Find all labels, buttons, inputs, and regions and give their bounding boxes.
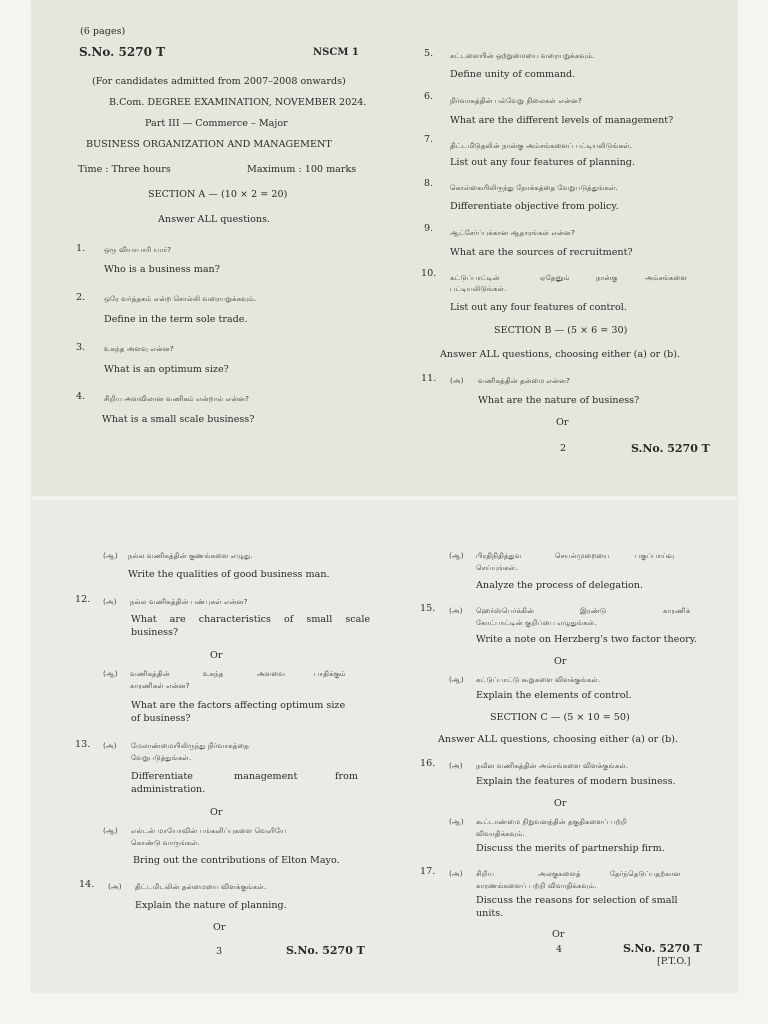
q13b-tamil-2: கொண்டு வாருங்கள். — [131, 838, 200, 847]
q1-number: 1. — [76, 243, 86, 254]
q14b-tamil-4: செய்யுங்கள். — [476, 563, 518, 572]
q17-tamil-2: அலகுகளைத் — [538, 869, 581, 878]
q11b-english: Write the qualities of good business man. — [128, 569, 330, 580]
q10-tamil-2: ஏதேனும் — [540, 273, 570, 282]
subject-title: BUSINESS ORGANIZATION AND MANAGEMENT — [86, 139, 332, 150]
q15-english: Write a note on Herzberg's two factor theory. — [476, 634, 697, 645]
q14b-tamil-3: பகுப்பாய்வு — [635, 551, 675, 560]
q11-english: What are the nature of business? — [478, 395, 640, 406]
q6-english: What are the different levels of management? — [450, 115, 674, 126]
q12b-tamil-2: உகந்த — [203, 669, 224, 678]
q17-english-1: Discuss the reasons for selection of small — [476, 895, 678, 906]
q7-english: List out any four features of planning. — [450, 157, 635, 168]
q10-tamil-4: அம்சங்களை — [645, 273, 687, 282]
exam-title: B.Com. DEGREE EXAMINATION, NOVEMBER 2024. — [109, 97, 367, 108]
q7-number: 7. — [424, 134, 434, 145]
q12b-tamil-4: பாதிக்கும் — [314, 669, 346, 678]
q12b-english-2: of business? — [131, 713, 191, 724]
q13b-label: (ஆ) — [103, 826, 118, 835]
footer-serial-2: S.No. 5270 T — [631, 442, 710, 455]
q10-tamil-3: நான்கு — [596, 273, 618, 282]
q11b-tamil: நல்ல வணிகத்தின் குணங்களை எழுது. — [128, 551, 253, 560]
q5-tamil: கட்டளையின் ஒற்றுமையை வரையறுக்கவும். — [450, 51, 595, 60]
q15-number: 15. — [420, 603, 436, 614]
q14b-tamil-2: செயல்முறையை — [555, 551, 610, 560]
serial-number: S.No. 5270 T — [79, 45, 166, 59]
q15b-label: (ஆ) — [449, 675, 464, 684]
q11-tamil: வணிகத்தின் தன்மை என்ன? — [478, 376, 570, 385]
page-number-3: 3 — [216, 946, 223, 957]
q15-tamil-3: காரணிக் — [663, 606, 691, 615]
or-q12: Or — [210, 650, 223, 661]
section-a-heading: SECTION A — (10 × 2 = 20) — [148, 189, 288, 200]
q15b-english: Explain the elements of control. — [476, 690, 632, 701]
q1-tamil: ஒரு வியாபாரி யார்? — [104, 245, 172, 254]
candidates-note: (For candidates admitted from 2007–2008 onwards) — [92, 76, 346, 87]
q14-a-label: (அ) — [108, 882, 122, 891]
q12b-tamil-5: காரணிகள் என்ன? — [130, 681, 190, 690]
footer-serial-3: S.No. 5270 T — [286, 944, 365, 957]
q15b-tamil: கட்டுப்பாட்டு கூறுகளை விளக்குங்கள். — [476, 675, 601, 684]
q12-english-1: What are characteristics of small scale — [131, 614, 371, 625]
or-q14: Or — [213, 922, 226, 933]
pto-label: [P.T.O.] — [657, 956, 691, 967]
q11b-label: (ஆ) — [103, 551, 118, 560]
q12-tamil: நல்ல வணிகத்தின் பண்புகள் என்ன? — [130, 597, 248, 606]
page-number-2: 2 — [560, 443, 567, 454]
section-b-heading: SECTION B — (5 × 6 = 30) — [494, 325, 628, 336]
q16-english: Explain the features of modern business. — [476, 776, 676, 787]
q15-a-label: (அ) — [449, 606, 463, 615]
q17-tamil-4: காரணங்களைப் பற்றி விவாதிக்கவும். — [476, 881, 597, 890]
q12-a-label: (அ) — [103, 597, 117, 606]
q8-number: 8. — [424, 178, 434, 189]
q17-tamil-3: தேர்ந்தெடுப்பதற்கான — [610, 869, 681, 878]
or-q16: Or — [554, 798, 567, 809]
q16-tamil: நவீன வணிகத்தின் அம்சங்களை விளக்குங்கள். — [476, 761, 629, 770]
q13-english-4: administration. — [131, 784, 206, 795]
q10-tamil-1: கட்டுப்பாட்டின் — [450, 273, 500, 282]
q8-english: Differentiate objective from policy. — [450, 201, 619, 212]
section-c-heading: SECTION C — (5 × 10 = 50) — [490, 712, 630, 723]
q5-number: 5. — [424, 48, 434, 59]
q2-tamil: ஒரே வர்த்தகம் என்ற சொல்லி வரையறுக்கவும். — [104, 294, 257, 303]
q6-number: 6. — [424, 91, 434, 102]
q6-tamil: நிர்வாகத்தின் பல்வேறு நிலைகள் என்ன? — [450, 96, 582, 105]
q11-number: 11. — [421, 373, 437, 384]
q10-tamil-5: பட்டியலிடுங்கள். — [450, 284, 507, 293]
q12b-label: (ஆ) — [103, 669, 118, 678]
answer-either-c: Answer ALL questions, choosing either (a) or (b). — [438, 734, 678, 745]
part-label: Part III — Commerce – Major — [145, 118, 288, 129]
q17-english-2: units. — [476, 908, 504, 919]
q16b-label: (ஆ) — [449, 817, 464, 826]
q14-number: 14. — [79, 879, 95, 890]
time-label: Time : Three hours — [78, 164, 171, 175]
q12-english-2: business? — [131, 627, 179, 638]
or-q15: Or — [554, 656, 567, 667]
q14b-tamil-1: பிரதிநிதித்துவ — [476, 551, 522, 560]
q13b-english: Bring out the contributions of Elton Mayo. — [133, 855, 340, 866]
q13-english-1: Differentiate — [131, 771, 193, 782]
q4-number: 4. — [76, 391, 86, 402]
or-q17: Or — [552, 929, 565, 940]
q16-number: 16. — [420, 758, 436, 769]
q15-tamil-2: இரண்டு — [580, 606, 607, 615]
q9-number: 9. — [424, 223, 434, 234]
q17-number: 17. — [420, 866, 436, 877]
subject-code: NSCM 1 — [313, 47, 359, 58]
q14b-label: (ஆ) — [449, 551, 464, 560]
q1-english: Who is a business man? — [104, 264, 220, 275]
q4-english: What is a small scale business? — [102, 414, 255, 425]
q15-tamil-1: ஹெர்ஸ்பெர்க்கின் — [476, 606, 535, 615]
q13b-tamil-1: எல்டன் மாயோவின் பங்களிப்புகளை வெளியே — [131, 826, 287, 835]
q13-tamil-2: வேறுபடுத்துங்கள். — [131, 753, 192, 762]
q17-tamil-1: சிறிய — [476, 869, 494, 878]
q16-a-label: (அ) — [449, 761, 463, 770]
q9-tamil: ஆட்சேர்ப்புக்கான ஆதாரங்கள் என்ன? — [450, 228, 575, 237]
q3-number: 3. — [76, 342, 86, 353]
footer-serial-4: S.No. 5270 T — [623, 942, 702, 955]
q13-english-3: from — [335, 771, 359, 782]
pages-count: (6 pages) — [80, 26, 126, 37]
q14-tamil: திட்டமிடலின் தன்மையை விளக்குங்கள். — [135, 882, 267, 891]
answer-all: Answer ALL questions. — [158, 214, 271, 225]
q14b-english: Analyze the process of delegation. — [476, 580, 644, 591]
q7-tamil: திட்டமிடுதலின் நான்கு அம்சங்களைப் பட்டியலிடுங்கள். — [450, 141, 632, 150]
q9-english: What are the sources of recruitment? — [450, 247, 633, 258]
q8-tamil: கொள்கையிலிருந்து நோக்கத்தை வேறுபடுத்துங்கள். — [450, 183, 618, 192]
q13-english-2: management — [234, 771, 298, 782]
q2-number: 2. — [76, 292, 86, 303]
page-number-4: 4 — [556, 944, 563, 955]
q12b-english-1: What are the factors affecting optimum size — [131, 700, 346, 711]
q11-a-label: (அ) — [450, 376, 464, 385]
max-marks: Maximum : 100 marks — [247, 164, 357, 175]
q3-english: What is an optimum size? — [104, 364, 229, 375]
q13-a-label: (அ) — [103, 741, 117, 750]
q2-english: Define in the term sole trade. — [104, 314, 248, 325]
q17-a-label: (அ) — [449, 869, 463, 878]
q13-tamil-1: மேலாண்மையிலிருந்து நிர்வாகத்தை — [131, 741, 249, 750]
q12b-tamil-3: அளவை — [257, 669, 286, 678]
q15-tamil-4: கோட்பாட்டின் குறிப்பை எழுதுங்கள். — [476, 618, 597, 627]
q4-tamil: சிறிய அளவிலான வணிகம் என்றால் என்ன? — [104, 394, 249, 403]
q16b-tamil-1: கூட்டாண்மை நிறுவனத்தின் தகுதிகளைப் பற்றி — [476, 817, 627, 826]
q13-number: 13. — [75, 739, 91, 750]
q5-english: Define unity of command. — [450, 69, 576, 80]
or-q11: Or — [556, 417, 569, 428]
answer-either-b: Answer ALL questions, choosing either (a) or (b). — [440, 349, 680, 360]
q14-english: Explain the nature of planning. — [135, 900, 287, 911]
sheet-divider — [32, 496, 737, 500]
q10-number: 10. — [421, 268, 437, 279]
q12b-tamil-1: வணிகத்தின் — [130, 669, 170, 678]
q10-english: List out any four features of control. — [450, 302, 627, 313]
q16b-tamil-2: விவாதிக்கவும். — [476, 829, 525, 838]
q3-tamil: உகந்த அளவு என்ன? — [104, 344, 174, 353]
q16b-english: Discuss the merits of partnership firm. — [476, 843, 665, 854]
or-q13: Or — [210, 807, 223, 818]
q12-number: 12. — [75, 594, 91, 605]
